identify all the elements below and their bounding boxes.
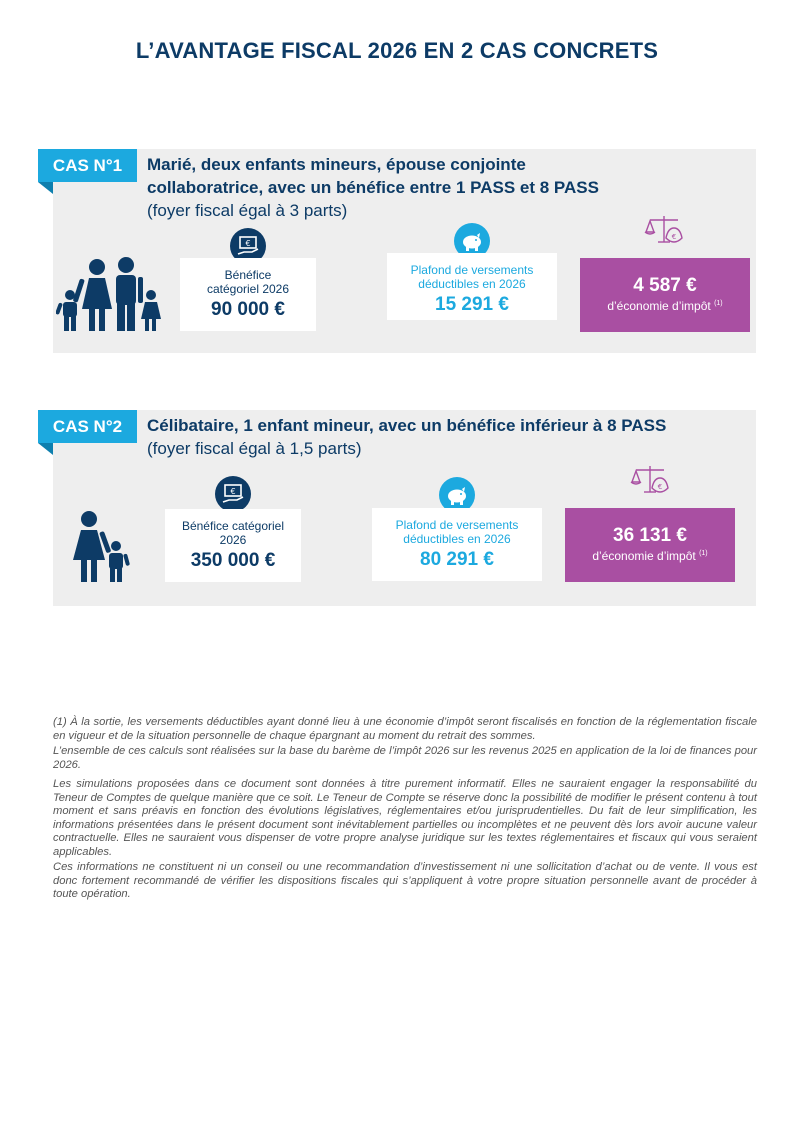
- money-hand-icon: [215, 476, 251, 512]
- parent-with-child-icon: [69, 510, 131, 584]
- family-two-adults-two-children-icon: [56, 257, 162, 333]
- footnote-2: L’ensemble de ces calculs sont réalisées sur la base du barème de l’impôt 2026 sur les revenus 2025 en application de la loi de finances pour 2026.: [53, 745, 757, 771]
- case-2-panel: [53, 410, 756, 606]
- case-2-ceiling-box: [372, 508, 542, 581]
- case-1-saving-caption: [580, 299, 750, 313]
- case-1-benefit-box: [180, 258, 316, 331]
- svg-text:€: €: [245, 239, 251, 248]
- case-1-saving-value: 4 587 €: [633, 275, 697, 296]
- case-1-saving-label: d’économie d’impôt: [607, 299, 711, 313]
- case-2-benefit-value: 350 000 €: [190, 550, 276, 571]
- case-1-saving-box: [580, 258, 750, 332]
- case-1-tag-fold: [38, 182, 53, 194]
- case-1-ceiling-value: 15 291 €: [435, 294, 509, 315]
- page-title: L’AVANTAGE FISCAL 2026 EN 2 CAS CONCRETS: [135, 38, 659, 63]
- case-2-saving-caption: [565, 549, 735, 563]
- case-1-heading-line2: collaboratrice, avec un bénéfice entre 1 PASS et 8 PASS: [147, 178, 599, 197]
- case-1-ceiling-label: Plafond de versements déductibles en 2026: [410, 263, 534, 291]
- case-2-saving-label: d’économie d’impôt: [592, 549, 696, 563]
- case-2-tag-fold: [38, 443, 53, 455]
- case-1-subheading: (foyer fiscal égal à 3 parts): [147, 201, 348, 220]
- svg-text:€: €: [671, 233, 677, 241]
- footnotes: [53, 716, 757, 908]
- footnote-4: Ces informations ne constituent ni un conseil ou une recommandation d’investissement ni une sollicitation d’achat ou de vente. Il vous est donc fortement recommandé de vérifier les dispositions fiscales qui s’appliquent à votre propre situation personnelle avant de procéder à toute opération.: [53, 861, 757, 900]
- case-2-saving-note: (1): [699, 550, 708, 557]
- case-1-panel: [53, 149, 756, 353]
- svg-text:€: €: [657, 483, 663, 491]
- case-2-benefit-label: Bénéfice catégoriel 2026: [181, 519, 285, 547]
- case-2-saving-value: 36 131 €: [613, 525, 687, 546]
- case-1-benefit-label: Bénéfice catégoriel 2026: [206, 268, 290, 296]
- scale-money-icon: [630, 462, 670, 500]
- case-1-heading-line1: Marié, deux enfants mineurs, épouse conjointe: [147, 155, 526, 174]
- case-2-heading: [147, 414, 747, 460]
- case-1-saving-note: (1): [714, 300, 723, 307]
- case-2-heading-line1: Célibataire, 1 enfant mineur, avec un bénéfice inférieur à 8 PASS: [147, 416, 667, 435]
- footnote-1: (1) À la sortie, les versements déductibles ayant donné lieu à une économie d’impôt seront fiscalisés en fonction de la réglementation fiscale en vigueur et de la situation personnelle de chaque épargnant au moment du retrait des sommes.: [53, 716, 757, 742]
- footnote-3: Les simulations proposées dans ce document sont données à titre purement informatif. Elles ne sauraient engager la responsabilité du Teneur de Comptes de quelque manière que ce soit. Le Teneur de Compte se réserve donc la possibilité de modifier le présent contenu à tout moment et sans préavis en fonction des évolutions législatives, réglementaires et/ou jurisprudentielles. Du fait de leur simplification, les informations présentées dans le présent document sont inévitablement partielles ou incomplètes et ne peuvent dès lors avoir aucune valeur contractuelle. Elles ne sauraient vous dispenser de votre propre analyse juridique sur les textes réglementaires et fiscaux qui vous seraient applicables.: [53, 778, 757, 858]
- case-2-subheading: (foyer fiscal égal à 1,5 parts): [147, 439, 362, 458]
- case-2-tag: CAS N°2: [38, 410, 137, 443]
- svg-text:€: €: [230, 487, 236, 496]
- case-2-ceiling-value: 80 291 €: [420, 549, 494, 570]
- case-1-ceiling-box: [387, 253, 557, 320]
- case-1-benefit-value: 90 000 €: [211, 299, 285, 320]
- case-2-saving-box: [565, 508, 735, 582]
- case-2-benefit-box: [165, 509, 301, 582]
- scale-money-icon: [644, 212, 684, 250]
- case-2-ceiling-label: Plafond de versements déductibles en 2026: [395, 518, 519, 546]
- case-1-tag: CAS N°1: [38, 149, 137, 182]
